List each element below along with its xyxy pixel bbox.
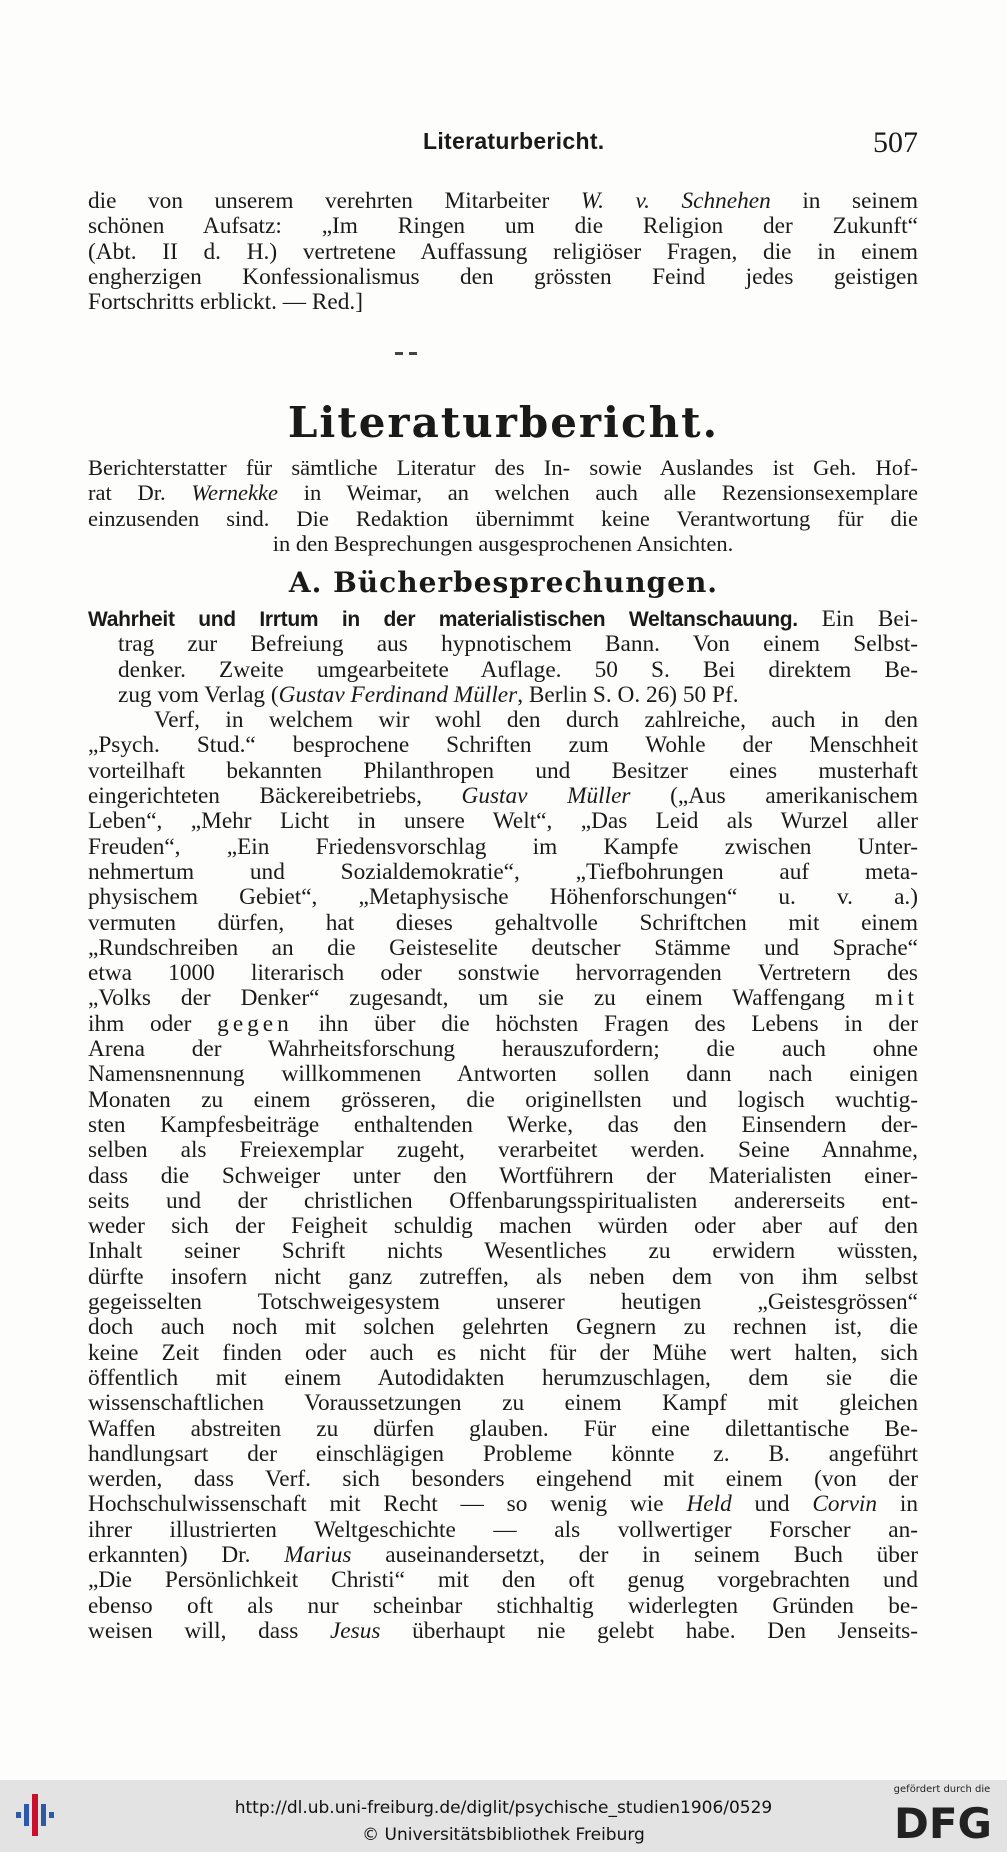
dfg-wordmark (893, 1798, 993, 1844)
text-line: „Psych. Stud.“ besprochene Schriften zum Wohle der Menschheit (88, 732, 918, 759)
dfg-logo (887, 1784, 997, 1848)
person-name: Marius (284, 1541, 352, 1568)
text-line: Leben“, „Mehr Licht in unsere Welt“, „Das Leid als Wurzel aller (88, 808, 918, 835)
text-line: vermuten dürfen, hat dieses gehaltvolle Schriftchen mit einem (88, 909, 918, 936)
text-line: die von unserem verehrten Mitarbeiter W. v. Schnehen in seinem (88, 188, 918, 214)
text-line: öffentlich mit einem Autodidakten herumzuschlagen, dem sie die (88, 1364, 918, 1391)
text-line: „Volks der Denker“ zugesandt, um sie zu einem Waffengang mit (88, 985, 918, 1012)
person-name: Gustav Ferdinand Müller (278, 681, 518, 708)
text-line: seits und der christlichen Offenbarungsspiritualisten andererseits ent- (88, 1187, 918, 1214)
intro-paragraph (88, 189, 918, 315)
text-line: physischem Gebiet“, „Metaphysische Höhenforschungen“ u. v. a.) (88, 884, 918, 911)
text-line: handlungsart der einschlägigen Probleme könnte z. B. angeführt (88, 1440, 918, 1467)
text-line: Namensnennung willkommenen Antworten sollen dann nach einigen (88, 1061, 918, 1088)
emphasis: mit (874, 985, 918, 1012)
svg-text:DFG: DFG (893, 1799, 993, 1844)
text-line: gegeisselten Totschweigesystem unserer heutigen „Geistesgrössen“ (88, 1289, 918, 1316)
text-line: Freuden“, „Ein Friedensvorschlag im Kampfe zwischen Unter- (88, 833, 918, 860)
person-name: Corvin (812, 1491, 878, 1518)
text-line: erkannten) Dr. Marius auseinandersetzt, der in seinem Buch über (88, 1541, 918, 1568)
text-line: dass die Schweiger unter den Wortführern der Materialisten einer- (88, 1162, 918, 1189)
text-line: zug vom Verlag (Gustav Ferdinand Müller, Berlin S. O. 26) 50 Pf. (118, 681, 739, 708)
text-line: doch auch noch mit solchen gelehrten Gegnern zu rechnen ist, die (88, 1314, 918, 1341)
text-line: weder sich der Feigheit schuldig machen würden oder aber auf den (88, 1213, 918, 1240)
editorial-notice (88, 455, 918, 556)
text-line: Waffen abstreiten zu dürfen glauben. Für eine dilettantische Be- (88, 1415, 918, 1442)
text-line: „Die Persönlichkeit Christi“ mit den oft genug vorgebrachten und (88, 1567, 918, 1594)
footer-url[interactable]: http://dl.ub.uni-freiburg.de/diglit/psychische_studien1906/0529 (234, 1798, 773, 1818)
person-name: W. v. Schnehen (580, 188, 771, 214)
text-line: Berichterstatter für sämtliche Literatur des In- sowie Auslandes ist Geh. Hof- (88, 455, 918, 480)
person-name: Jesus (329, 1617, 381, 1644)
text-line: in den Besprechungen ausgesprochenen Ansichten. (272, 530, 734, 556)
text-line: engherzigen Konfessionalismus den grössten Feind jedes geistigen (88, 263, 918, 290)
text-line: sten Kampfesbeiträge enthaltenden Werke, das den Einsendern der- (88, 1111, 918, 1138)
text-line: „Rundschreiben an die Geisteselite deutscher Stämme und Sprache“ (88, 934, 918, 961)
text-line: dürfte insofern nicht ganz zutreffen, als neben dem von ihm selbst (88, 1263, 918, 1290)
text-line: Arena der Wahrheitsforschung herauszufordern; die auch ohne (88, 1036, 918, 1063)
section-title: Literaturbericht. (287, 398, 720, 447)
text-line: (Abt. II d. H.) vertretene Auffassung religiöser Fragen, die in einem (88, 238, 918, 265)
text-line: denker. Zweite umgearbeitete Auflage. 50 S. Bei direktem Be- (118, 656, 918, 683)
text-line: Wahrheit und Irrtum in der materialistischen Weltanschauung. Ein Bei- (88, 606, 918, 632)
text-line: rat Dr. Wernekke in Weimar, an welchen auch alle Rezensionsexemplare (88, 480, 918, 506)
text-line: Monaten zu einem grösseren, die originellsten und logisch wuchtig- (88, 1086, 918, 1113)
text-line: einzusenden sind. Die Redaktion übernimmt keine Verantwortung für die (88, 505, 918, 531)
footer-copyright: © Universitätsbibliothek Freiburg (362, 1825, 645, 1845)
emphasis: gegen (217, 1010, 293, 1037)
footer-bar (0, 1780, 1007, 1852)
running-head (88, 128, 918, 162)
text-line: trag zur Befreiung aus hypnotischem Bann. Von einem Selbst- (118, 631, 918, 658)
running-title: Literaturbericht. (423, 128, 605, 154)
dfg-caption: gefördert durch die (893, 1784, 991, 1795)
text-line: etwa 1000 literarisch oder sonstwie hervorragenden Vertretern des (88, 960, 918, 987)
text-line: selben als Freiexemplar zugeht, verarbeitet werden. Seine Annahme, (88, 1137, 918, 1164)
text-line: wissenschaftlichen Voraussetzungen zu einem Kampf mit gleichen (88, 1390, 918, 1417)
text-line: Hochschulwissenschaft mit Recht — so wenig wie Held und Corvin in (88, 1491, 918, 1518)
text-line: Fortschritts erblickt. — Red.] (88, 289, 363, 316)
text-line: Verf, in welchem wir wohl den durch zahlreiche, auch in den (154, 707, 918, 734)
person-name: Wernekke (191, 480, 278, 506)
text-line: schönen Aufsatz: „Im Ringen um die Religion der Zukunft“ (88, 213, 918, 240)
text-line: ebenso oft als nur scheinbar stichhaltig widerlegten Gründen be- (88, 1592, 918, 1619)
text-line: keine Zeit finden oder auch es nicht für der Mühe wert halten, sich (88, 1339, 918, 1366)
text-line: eingerichteten Bäckereibetriebs, Gustav Müller („Aus amerikanischem (88, 783, 919, 810)
review-book-title: Wahrheit und Irrtum in der materialistischen Weltanschauung. (88, 608, 798, 631)
page-number: 507 (873, 126, 918, 159)
book-review (88, 607, 918, 1644)
text-line: vorteilhaft bekannten Philanthropen und Besitzer eines musterhaft (88, 757, 918, 784)
text-line: werden, dass Verf. sich besonders eingehend mit einem (von der (88, 1466, 918, 1493)
text-line: ihrer illustrierten Weltgeschichte — als vollwertiger Forscher an- (88, 1516, 918, 1543)
subsection-title: A. Bücherbesprechungen. (288, 566, 719, 599)
person-name: Held (686, 1491, 732, 1518)
person-name: Gustav Müller (461, 783, 631, 810)
text-line: Inhalt seiner Schrift nichts Wesentliches zu erwidern wüssten, (88, 1238, 918, 1265)
text-line: weisen will, dass Jesus überhaupt nie gelebt habe. Den Jenseits- (88, 1617, 918, 1644)
text-line: ihm oder gegen ihn über die höchsten Fragen des Lebens in der (88, 1010, 918, 1037)
text-line: nehmertum und Sozialdemokratie“, „Tiefbohrungen auf meta- (88, 858, 918, 885)
divider-mark (395, 352, 425, 358)
